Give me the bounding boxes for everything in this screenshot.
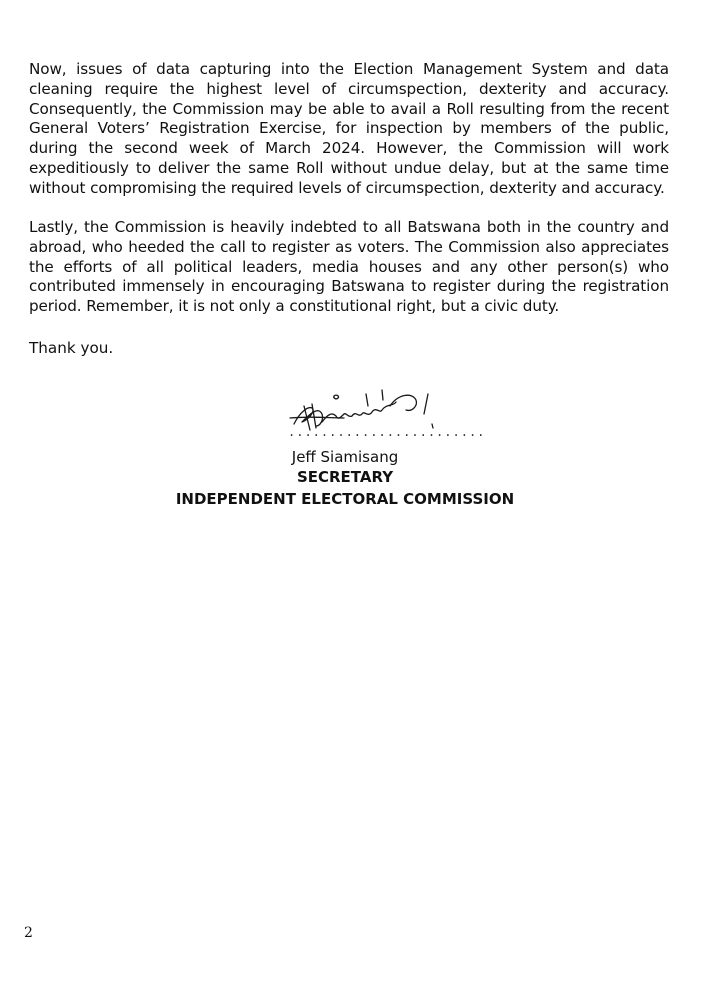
signature-line: ........................ (288, 425, 486, 439)
signatory-title: SECRETARY (296, 468, 394, 486)
page-number: 2 (24, 925, 33, 941)
closing-text: Thank you. (29, 339, 114, 357)
signatory-organization: INDEPENDENT ELECTORAL COMMISSION (175, 490, 515, 508)
paragraph-acknowledgements: Lastly, the Commission is heavily indebted to all Batswana both in the country and abroad, who heeded the call to register as voters. The Commission also appreciates the efforts of all political leaders, media houses and any other person(s) who contributed immensely in encouraging Batswana to register during the registration period. Remember, it is not only a constitutional right, but a civic duty. (29, 218, 669, 316)
signatory-name: Jeff Siamisang (291, 448, 399, 466)
paragraph-data-capturing: Now, issues of data capturing into the Election Management System and data cleaning require the highest level of circumspection, dexterity and accuracy. Consequently, the Commission may be able to avail a Roll resulting from the recent General Voters’ Registration Exercise, for inspection by members of the public, during the second week of March 2024. However, the Commission will work expeditiously to deliver the same Roll without undue delay, but at the same time without compromising the required levels of circumspection, dexterity and accuracy. (29, 60, 669, 197)
